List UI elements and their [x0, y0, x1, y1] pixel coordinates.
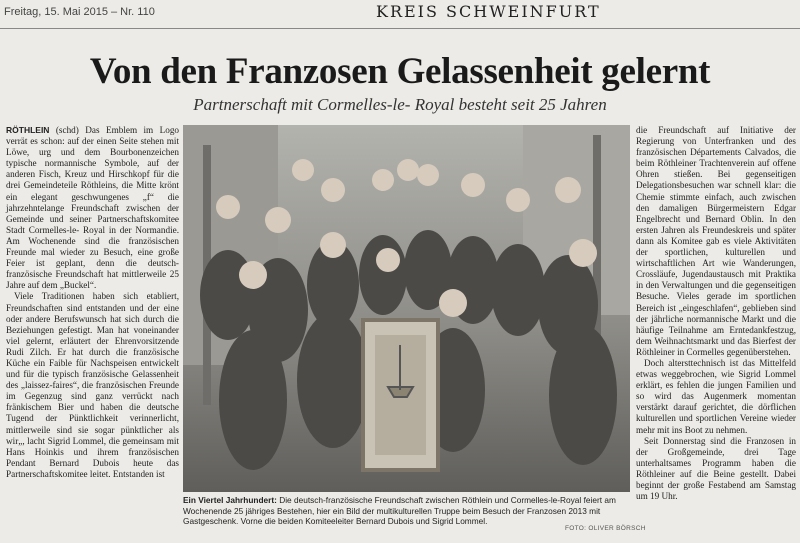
section-title: KREIS SCHWEINFURT [376, 2, 601, 21]
right-paragraph-1: die Freundschaft auf Initiative der Regierung von Unterfranken und des französischen Départements Calvados, die beim Röthleiner Trachtenverein auf offene Ohren stießen. Bei gegenseitigen Delegationsbesuchen war schnell klar: die Chemie stimmte einfach, auch zwischen den damaligen Bürgermeistern Edgar Engelbrecht und Bernard Oblin. In den ersten Jahren als Freundeskreis und später dann als Komitee gab es viele Aktivitäten der sportlichen, kulturellen und wirtschaftlichen Art wie Wanderungen, Crossläufe, Jugendaustausch mit Praktika in den Verwaltungen und die gegenseitigen Besuche. Vieles gerade im sportlichen Bereich ist „eingeschlafen“, geblieben sind der jährliche normannische Markt und die häufige Teilnahme am Erntedankfestzug, dem Weihnachtsmarkt und das Bierfest der Röthleiner in Cormelles gegenüberstehen. [636, 125, 796, 357]
group-photo [183, 125, 630, 492]
photo-credit: FOTO: OLIVER BÖRSCH [565, 525, 646, 532]
issue-dateline: Freitag, 15. Mai 2015 – Nr. 110 [4, 6, 155, 18]
subheadline: Partnerschaft mit Cormelles-le- Royal besteht seit 25 Jahren [193, 95, 607, 114]
left-paragraph-2: Viele Traditionen haben sich etabliert, Freundschaften sind entstanden und der eine oder andere Berufswunsch hat sich durch die Beziehungen gefestigt. Man hat voneinander viel gelernt, erläutert der Ehrenvorsitzende Rudi Zilch. Er hat durch die französische Küche ein Faible für Nachspeisen entwickelt und für die typisch französische Gelassenheit des „laissez-faires“, die französischen Freunde im Gegenzug sind ganz verrückt nach fränkischem Bier und haben die deutsche Tugend der Pünktlichkeit verinnerlicht, mittlerweile sind sie sogar pünktlicher als wir„, lacht Sigrid Lommel, die gemeinsam mit Hans Hoinkis und ihrem französischen Pendant Bernard Dubois heute das Partnerschaftskomitee leitet. Entstanden ist [6, 291, 179, 479]
headline: Von den Franzosen Gelassenheit gelernt [89, 51, 711, 92]
caption-text: Die deutsch-französische Freundschaft zwischen Röthlein und Cormelles-le-Royal feiert am Wochenende 25 jähriges Bestehen, hier ein Bild der multikulturellen Truppe beim Besuch der Franzosen 2013 mit Gastgeschenk. Vorne die beiden Komiteeleiter Bernard Dubois und Sigrid Lommel. [183, 495, 616, 527]
caption-lead: Ein Viertel Jahrhundert: [183, 495, 277, 505]
author-tag: (schd) [55, 125, 79, 135]
right-text-column [636, 125, 796, 543]
group-photo-image [183, 125, 630, 492]
left-text-column [0, 125, 179, 543]
photo-caption [183, 495, 630, 527]
left-paragraph-1-text: Das Emblem im Logo verrät es schon: auf der einen Seite stehen mit Löwe, urg und dem Bourbonenzeichen typische normannische Symbole, auf der anderen Fisch, Kreuz und Hirschkopf für die drei Gemeindeteile Röthleins, die Mitte krönt ein elegant geschwungenes „f“ die jahrzehntelange Freundschaft zwischen der Gemeinde und seiner Partnerschaftskomitee Stadt Cormelles-le- Royal in der Normandie. Am Wochenende sind die französischen Freunde mal wieder zu Besuch, eine große Feier ist geplant, denn die deutsch-französische Freundschaft hat mittlerweile 25 Jahre auf dem „Buckel“. [6, 125, 179, 291]
dateline-label: RÖTHLEIN [6, 125, 50, 135]
left-paragraph-1 [6, 125, 179, 291]
right-paragraph-2: Doch altersttechnisch ist das Mittelfeld etwas weggebrochen, wie Sigrid Lommel erklärt, es fehlen die jungen Familien und so wird das Augenmerk momentan verstärkt darauf gerichtet, die dörflichen kulturellen und sportlichen Vereine wieder mehr mit ins Boot zu nehmen. [636, 357, 796, 435]
right-paragraph-3: Seit Donnerstag sind die Franzosen in der Großgemeinde, drei Tage unterhaltsames Programm haben die Röthleiner auf die Beine gestellt. Dabei beginnt der große Festabend am Samstag um 19 Uhr. [636, 435, 796, 502]
page-header [0, 0, 800, 29]
